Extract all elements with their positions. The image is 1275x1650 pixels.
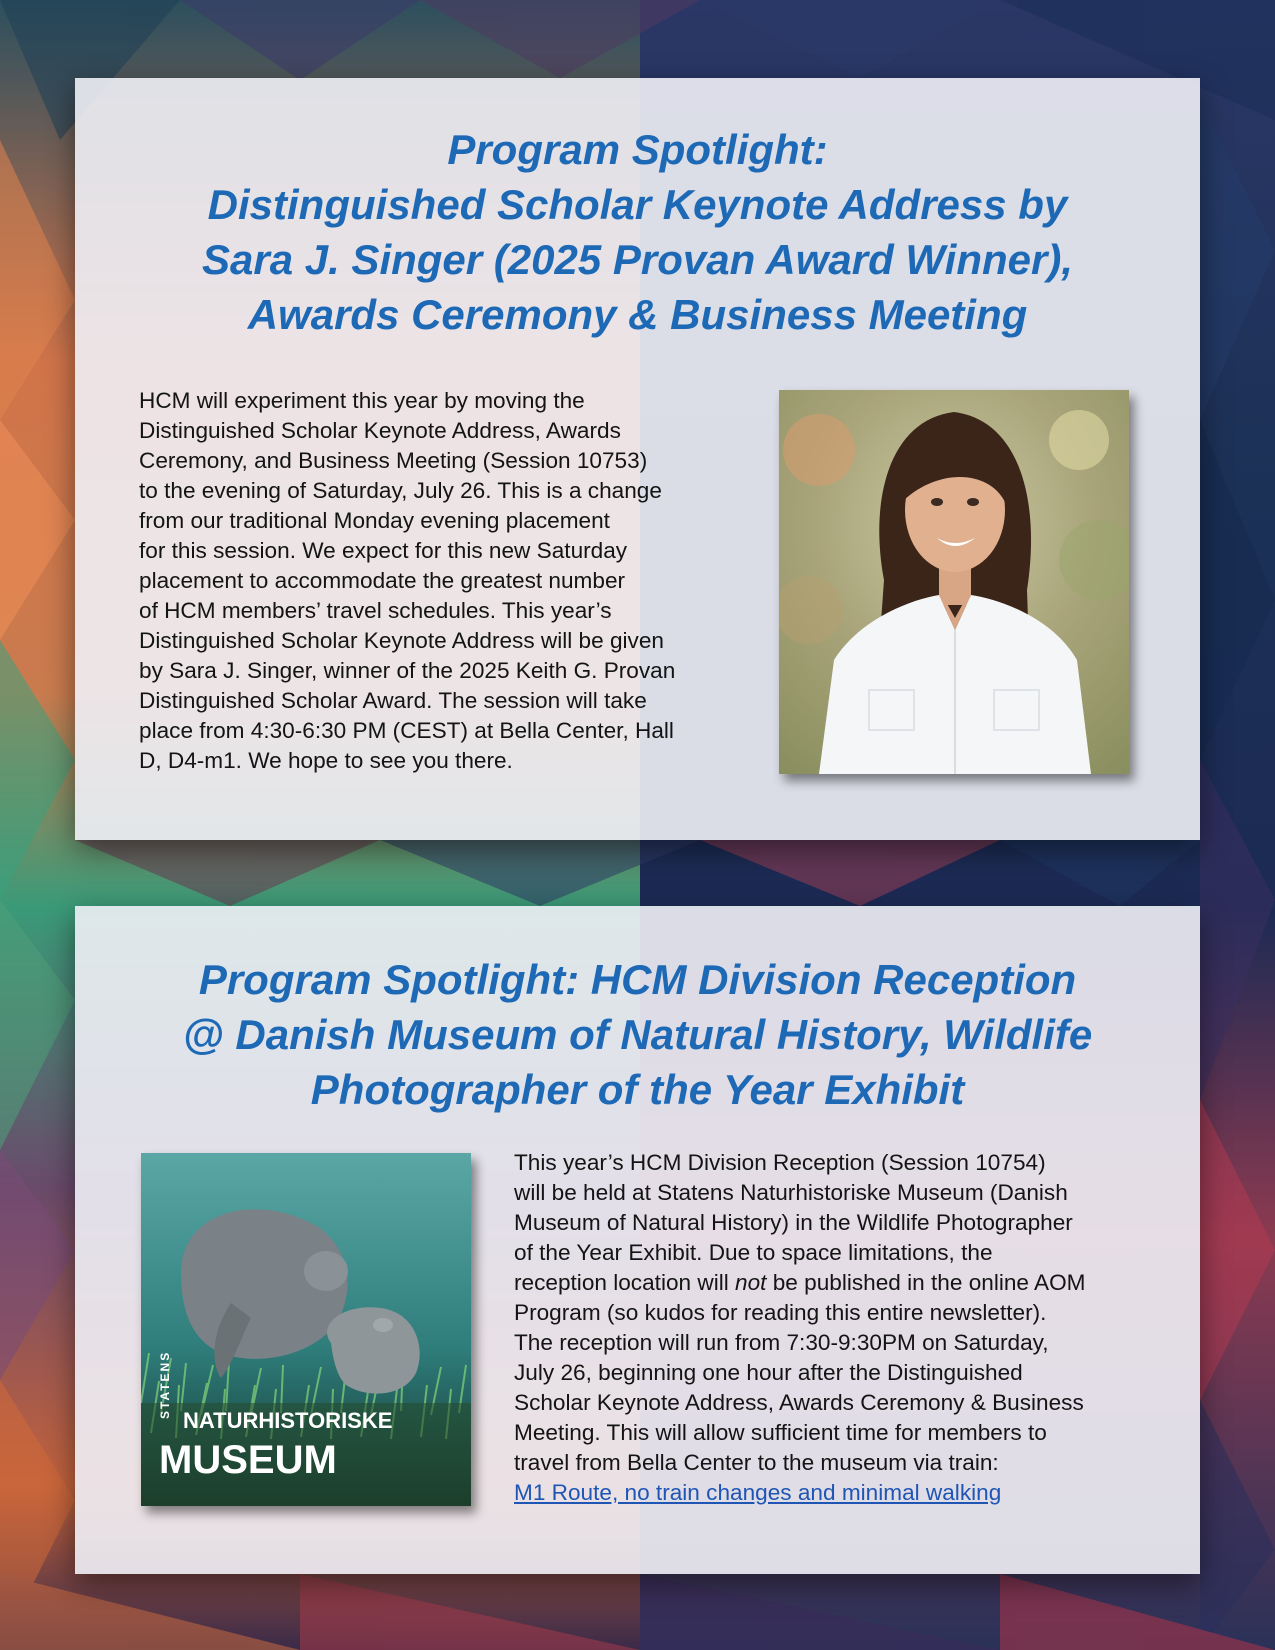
reception-body-text bbox=[514, 1148, 1086, 1508]
keynote-body-line: placement to accommodate the greatest number bbox=[139, 568, 626, 593]
reception-body-line: July 26, beginning one hour after the Distinguished bbox=[514, 1360, 1023, 1385]
museum-logo-line-1: NATURHISTORISKE bbox=[183, 1408, 393, 1433]
keynote-body-line: Ceremony, and Business Meeting (Session 10753) bbox=[139, 448, 648, 473]
keynote-body-line: to the evening of Saturday, July 26. This is a change bbox=[139, 478, 662, 503]
keynote-title-line: Distinguished Scholar Keynote Address by bbox=[207, 181, 1068, 228]
manatee-museum-poster-icon bbox=[141, 1153, 471, 1506]
not-emphasis: not bbox=[735, 1270, 767, 1295]
reception-body-line: will be held at Statens Naturhistoriske Museum (Danish bbox=[514, 1180, 1068, 1205]
reception-body-line: Museum of Natural History) in the Wildlife Photographer bbox=[514, 1210, 1073, 1235]
keynote-spotlight-card bbox=[75, 78, 1200, 840]
keynote-body-line: D, D4-m1. We hope to see you there. bbox=[139, 748, 513, 773]
reception-body-line: Program (so kudos for reading this entire newsletter). bbox=[514, 1300, 1047, 1325]
keynote-body-line: from our traditional Monday evening placement bbox=[139, 508, 610, 533]
reception-body-line: of the Year Exhibit. Due to space limitations, the bbox=[514, 1240, 993, 1265]
keynote-body-line: Distinguished Scholar Keynote Address will be given bbox=[139, 628, 664, 653]
reception-spotlight-card bbox=[75, 906, 1200, 1574]
reception-body-line: The reception will run from 7:30-9:30PM on Saturday, bbox=[514, 1330, 1049, 1355]
keynote-title-line: Sara J. Singer (2025 Provan Award Winner), bbox=[201, 236, 1074, 283]
reception-title-line: @ Danish Museum of Natural History, Wildlife bbox=[182, 1011, 1093, 1058]
keynote-title-line: Program Spotlight: bbox=[447, 126, 828, 173]
keynote-body-line: Distinguished Scholar Award. The session will take bbox=[139, 688, 647, 713]
keynote-body-line: for this session. We expect for this new Saturday bbox=[139, 538, 628, 563]
keynote-spotlight-title bbox=[115, 122, 1160, 342]
reception-body-line: Meeting. This will allow sufficient time for members to bbox=[514, 1420, 1047, 1445]
keynote-body-line: by Sara J. Singer, winner of the 2025 Keith G. Provan bbox=[139, 658, 676, 683]
reception-body-line: Scholar Keynote Address, Awards Ceremony & Business bbox=[514, 1390, 1084, 1415]
keynote-body-line: of HCM members’ travel schedules. This year’s bbox=[139, 598, 612, 623]
reception-not-line-after: be published in the online AOM bbox=[766, 1270, 1086, 1295]
portrait-photo-icon bbox=[779, 390, 1129, 774]
keynote-title-line: Awards Ceremony & Business Meeting bbox=[247, 291, 1028, 338]
keynote-body-text bbox=[139, 386, 675, 776]
reception-link-line bbox=[514, 1478, 1086, 1508]
keynote-body-line: HCM will experiment this year by moving the bbox=[139, 388, 585, 413]
museum-logo-small-text: STATENS bbox=[158, 1350, 172, 1419]
reception-not-line-before: reception location will bbox=[514, 1270, 736, 1295]
reception-body-line: travel from Bella Center to the museum via train: bbox=[514, 1450, 999, 1475]
m1-route-link[interactable]: M1 Route, no train changes and minimal walking bbox=[514, 1480, 1002, 1505]
reception-title-line: Program Spotlight: HCM Division Reception bbox=[198, 956, 1077, 1003]
reception-title-line: Photographer of the Year Exhibit bbox=[310, 1066, 965, 1113]
reception-body-line: This year’s HCM Division Reception (Session 10754) bbox=[514, 1150, 1046, 1175]
keynote-body-line: place from 4:30-6:30 PM (CEST) at Bella Center, Hall bbox=[139, 718, 674, 743]
museum-logo-line-2: MUSEUM bbox=[159, 1438, 337, 1482]
keynote-body-line: Distinguished Scholar Keynote Address, Awards bbox=[139, 418, 621, 443]
reception-body-line bbox=[514, 1268, 1086, 1298]
reception-spotlight-title bbox=[115, 952, 1160, 1117]
